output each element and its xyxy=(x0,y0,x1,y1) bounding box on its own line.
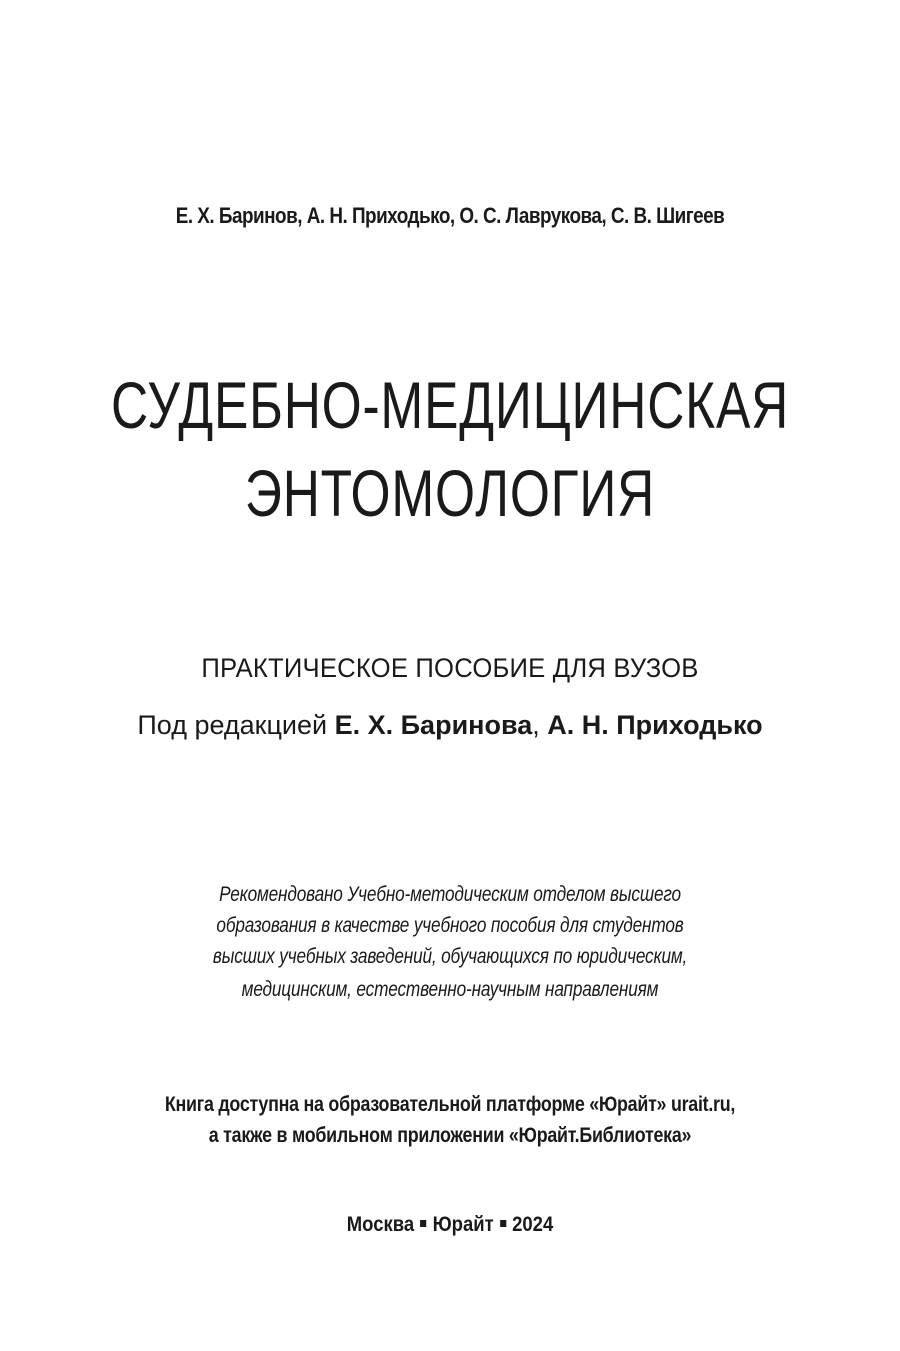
imprint-publisher: Юрайт xyxy=(432,1213,494,1236)
authors-line: Е. Х. Баринов, А. Н. Приходько, О. С. Лаврукова, С. В. Шигеев xyxy=(175,203,725,228)
recommendation-line: высших учебных заведений, обучающихся по юридическим, xyxy=(212,945,688,968)
book-title-line-2: ЭНТОМОЛОГИЯ xyxy=(244,456,656,530)
editors-separator: , xyxy=(532,710,548,740)
imprint-city: Москва xyxy=(346,1213,415,1236)
book-title-line-1: СУДЕБНО-МЕДИЦИНСКАЯ xyxy=(110,368,790,442)
editor-name-1: Е. Х. Баринова xyxy=(334,710,533,740)
platform-notice-line: Книга доступна на образовательной платформе «Юрайт» urait.ru, xyxy=(164,1093,736,1116)
editor-name-2: А. Н. Приходько xyxy=(547,710,763,740)
recommendation-line: Рекомендовано Учебно-методическим отделом высшего xyxy=(219,883,681,906)
editors-line xyxy=(0,710,900,741)
imprint-line xyxy=(54,1213,846,1237)
recommendation-line: медицинским, естественно-научным направлениям xyxy=(241,978,659,1001)
square-bullet-icon xyxy=(420,1220,426,1227)
platform-notice-line: а также в мобильном приложении «Юрайт.Библиотека» xyxy=(208,1124,692,1147)
book-subtitle: ПРАКТИЧЕСКОЕ ПОСОБИЕ ДЛЯ ВУЗОВ xyxy=(201,653,699,683)
editors-prefix: Под редакцией xyxy=(137,710,335,740)
recommendation-line: образования в качестве учебного пособия для студентов xyxy=(216,914,684,937)
imprint-year: 2024 xyxy=(512,1213,554,1236)
square-bullet-icon xyxy=(500,1220,506,1227)
